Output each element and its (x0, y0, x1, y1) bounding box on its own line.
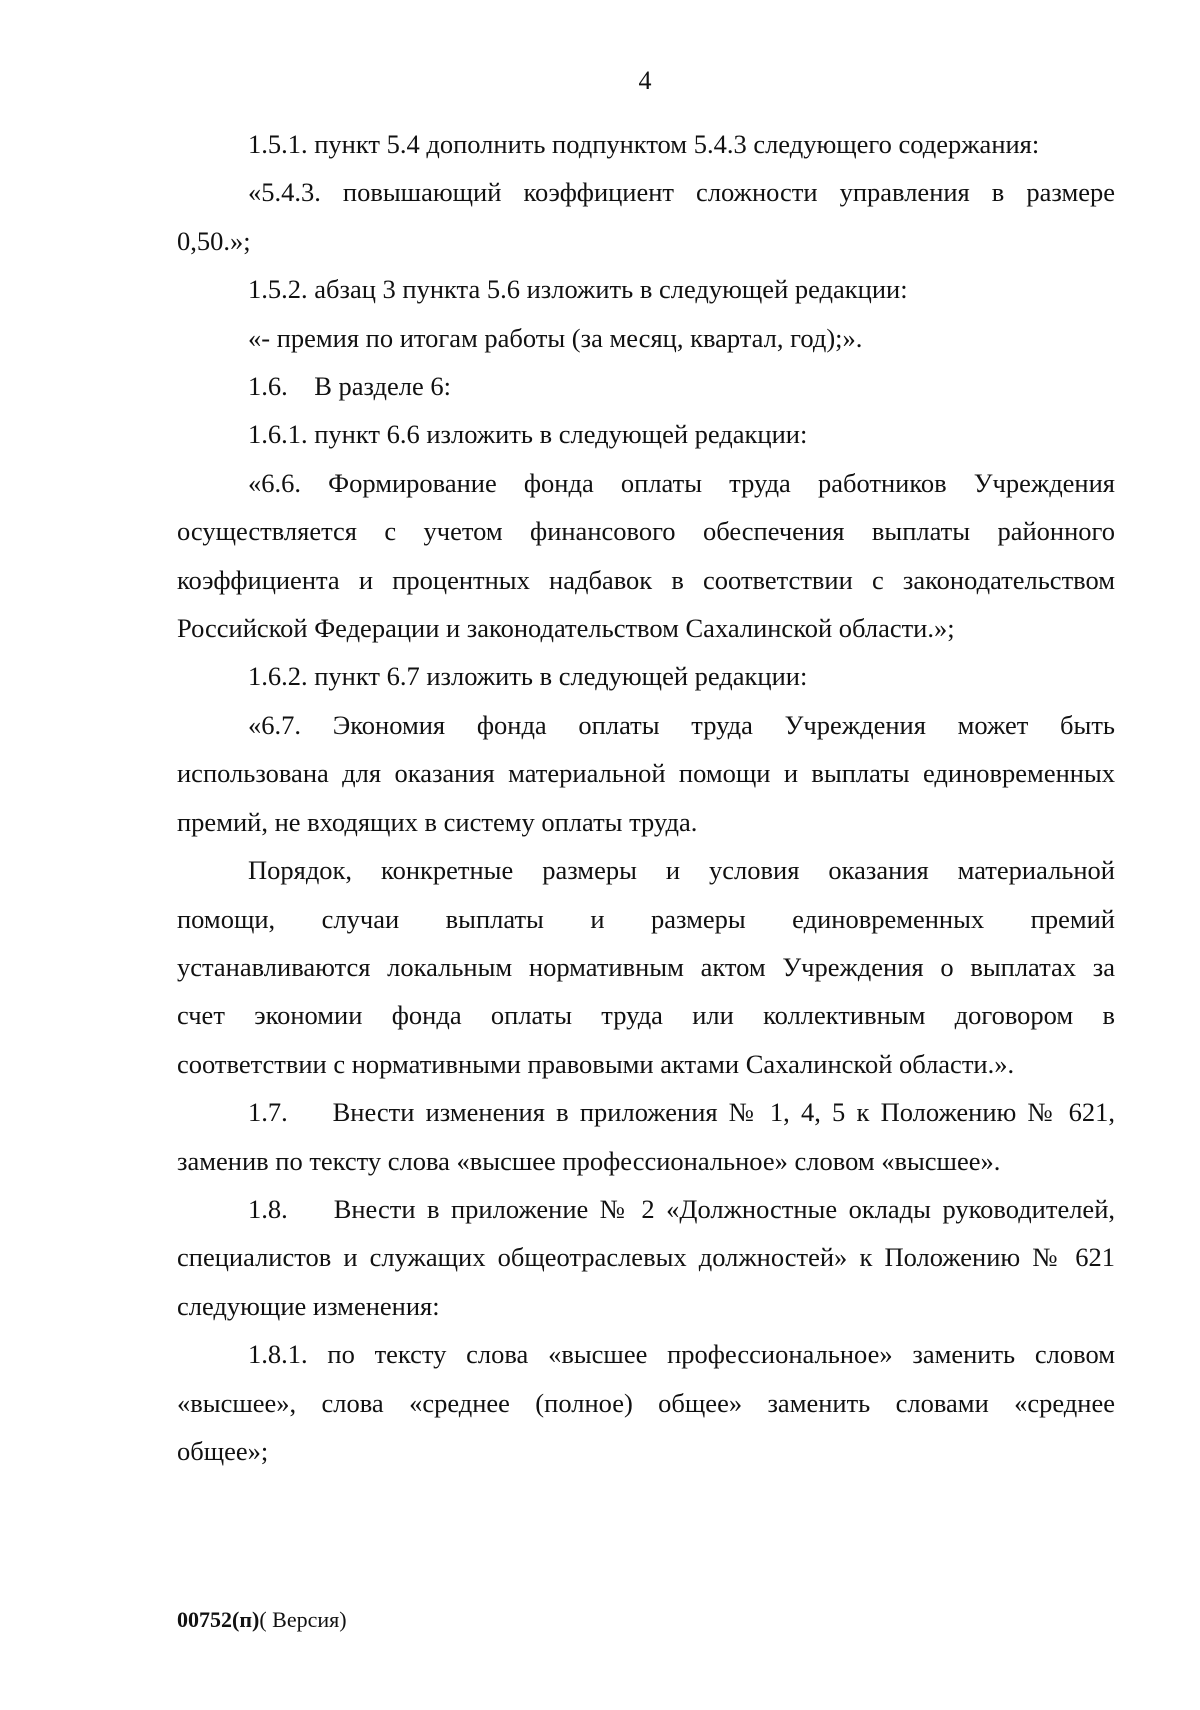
text-line: 1.6. В разделе 6: (248, 371, 452, 402)
text-line: следующие изменения: (177, 1290, 440, 1321)
version-label: ( Версия) (259, 1607, 347, 1632)
text-line: счет экономии фонда оплаты труда или коллективным договором в (177, 1000, 1115, 1031)
paragraph-5-4-3 (177, 168, 1115, 265)
text-line: 1.8.1. по тексту слова «высшее профессиональное» заменить словом (248, 1339, 1115, 1370)
text-line: «5.4.3. повышающий коэффициент сложности управления в размере (248, 177, 1115, 208)
paragraph-premium (177, 314, 1115, 362)
paragraph-6-6 (177, 459, 1115, 653)
text-line: 1.6.2. пункт 6.7 изложить в следующей редакции: (248, 661, 808, 692)
paragraph-1-6-2 (177, 652, 1115, 700)
footer-version (177, 1607, 347, 1633)
text-line: Порядок, конкретные размеры и условия оказания материальной (248, 855, 1115, 886)
text-line: заменив по тексту слова «высшее профессиональное» словом «высшее». (177, 1145, 1001, 1176)
text-line: 1.8. Внести в приложение № 2 «Должностные оклады руководителей, (248, 1193, 1115, 1224)
paragraph-procedure (177, 846, 1115, 1088)
text-line: осуществляется с учетом финансового обеспечения выплаты районного (177, 516, 1115, 547)
paragraph-1-5-2 (177, 265, 1115, 313)
document-code: 00752(п) (177, 1607, 260, 1632)
paragraph-1-6 (177, 362, 1115, 410)
text-line: устанавливаются локальным нормативным актом Учреждения о выплатах за (177, 951, 1115, 982)
paragraph-1-5-1 (177, 120, 1115, 168)
text-line: помощи, случаи выплаты и размеры единовременных премий (177, 903, 1115, 934)
text-line: 0,50.»; (177, 225, 251, 256)
text-line: общее»; (177, 1435, 269, 1466)
paragraph-1-8 (177, 1185, 1115, 1330)
page-number: 4 (638, 66, 652, 95)
text-line: 1.5.1. пункт 5.4 дополнить подпунктом 5.4.3 следующего содержания: (248, 129, 1040, 159)
text-line: коэффициента и процентных надбавок в соответствии с законодательством (177, 564, 1115, 595)
text-line: использована для оказания материальной помощи и выплаты единовременных (177, 758, 1115, 789)
text-line: соответствии с нормативными правовыми актами Сахалинской области.». (177, 1048, 1015, 1079)
text-line: премий, не входящих в систему оплаты труда. (177, 806, 698, 837)
paragraph-6-7 (177, 701, 1115, 846)
text-line: 1.7. Внести изменения в приложения № 1, 4, 5 к Положению № 621, (248, 1097, 1115, 1128)
document-body (177, 120, 1115, 1475)
text-line: «6.7. Экономия фонда оплаты труда Учреждения может быть (248, 709, 1115, 740)
text-line: Российской Федерации и законодательством Сахалинской области.»; (177, 613, 955, 644)
paragraph-1-8-1 (177, 1330, 1115, 1475)
text-line: 1.5.2. абзац 3 пункта 5.6 изложить в следующей редакции: (248, 274, 908, 305)
text-line: «высшее», слова «среднее (полное) общее» заменить словами «среднее (177, 1387, 1115, 1418)
paragraph-1-7 (177, 1088, 1115, 1185)
paragraph-1-6-1 (177, 410, 1115, 458)
text-line: 1.6.1. пункт 6.6 изложить в следующей редакции: (248, 419, 808, 450)
text-line: «- премия по итогам работы (за месяц, квартал, год);». (248, 322, 863, 353)
text-line: специалистов и служащих общеотраслевых должностей» к Положению № 621 (177, 1242, 1115, 1273)
text-line: «6.6. Формирование фонда оплаты труда работников Учреждения (248, 467, 1115, 498)
